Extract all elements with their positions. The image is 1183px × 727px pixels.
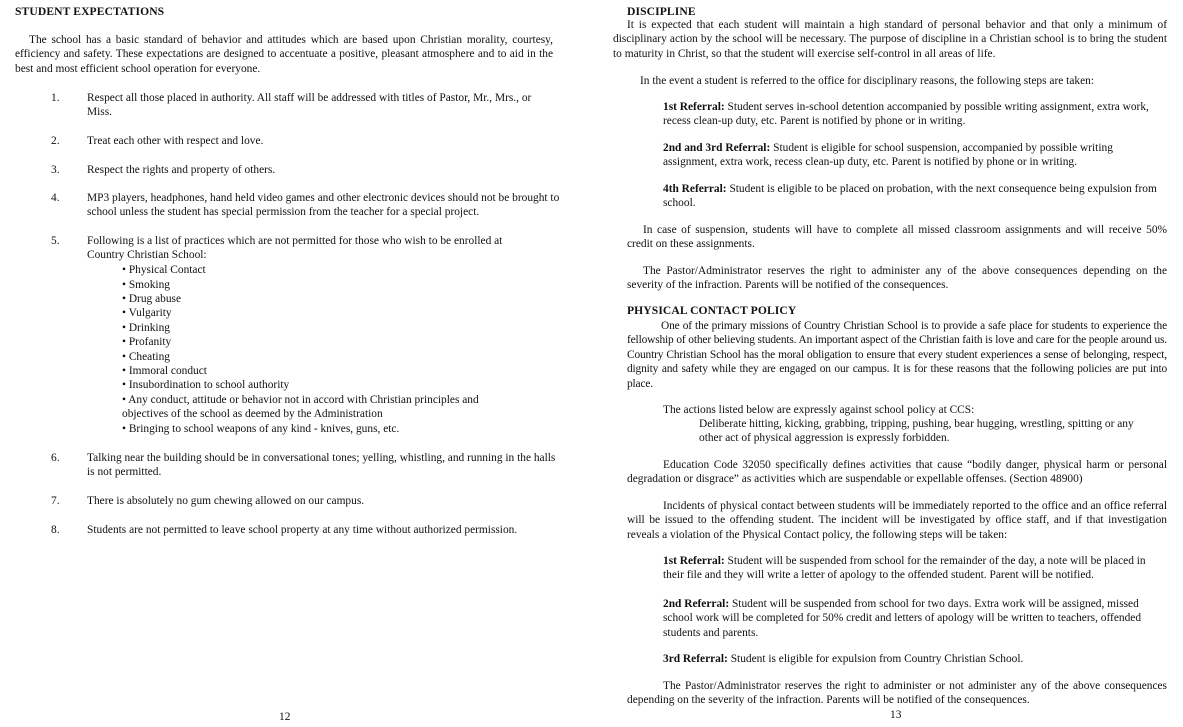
incidents-text: Incidents of physical contact between students will be immediately reported to the office and an office referral will be issued to the offending student. The incident will be investigated by office staff, and if that investigation reveals a violation of the Physical Contact policy, the following steps will be taken: [627, 500, 1167, 541]
education-code-text: Education Code 32050 specifically defines activities that cause “bodily danger, physical harm or personal degradation or disgrace” as activities which are suspendable or expellable offenses. (Section 48900) [627, 459, 1167, 486]
discipline-heading: DISCIPLINE [627, 5, 696, 18]
referral-item [663, 652, 1167, 666]
suspension-text: In case of suspension, students will have to complete all missed classroom assignments and will receive 50% credit on these assignments. [627, 224, 1167, 251]
discipline-intro: It is expected that each student will maintain a high standard of personal behavior and that only a minimum of disciplinary action by the school will be necessary. The purpose of discipline in a Christian school is to bring the student to maturity in Christ, so that the student will exercise self-control in all areas of life. [613, 19, 1167, 60]
referral-text: Student is eligible for school suspension, accompanied by possible writing assignment, extra work, recess clean-up duty, etc. Parent is notified by phone or in writing. [663, 142, 1113, 169]
item-number: 7. [51, 495, 60, 507]
item-number: 8. [51, 524, 60, 536]
bullet-item: • Vulgarity [122, 307, 172, 319]
actions-list: Deliberate hitting, kicking, grabbing, tripping, pushing, bear hugging, wrestling, spitting or any other act of physical aggression is expressly forbidden. [699, 418, 1134, 445]
page-number: 13 [890, 709, 902, 721]
actions-intro: The actions listed below are expressly against school policy at CCS: [663, 404, 975, 416]
referral-text: Student is eligible for expulsion from Country Christian School. [730, 653, 1024, 665]
referral-label: 2nd and 3rd Referral: [663, 142, 771, 154]
referral-item [663, 597, 1169, 640]
bullet-item: • Insubordination to school authority [122, 379, 290, 391]
referral-item [663, 554, 1161, 583]
item-number: 4. [51, 192, 60, 204]
bullet-item: • Profanity [122, 336, 172, 348]
item-text: Treat each other with respect and love. [87, 135, 264, 147]
item-number: 1. [51, 92, 60, 104]
page-number: 12 [279, 711, 291, 723]
item-text: Respect the rights and property of others. [87, 164, 276, 176]
bullet-item: • Bringing to school weapons of any kind - knives, guns, etc. [122, 423, 400, 435]
student-expectations-intro: The school has a basic standard of behavior and attitudes which are based upon Christian morality, courtesy, efficiency and safety. These expectations are designed to accentuate a positive, pleasant atmosphere and to aid in the best and most efficient school operation for everyone. [15, 34, 553, 75]
bullet-item: • Smoking [122, 279, 170, 291]
item-number: 5. [51, 235, 60, 247]
physical-contact-intro: One of the primary missions of Country Christian School is to provide a safe place for students to experience the fellowship of other believing students. An important aspect of the Christian faith is love and care for the people around us. Country Christian School has the moral obligation to ensure that every student experiences a sense of belonging, respect, dignity and safety while they are engaged on our campus. It is for these reasons that the following policies are put into place. [627, 320, 1167, 390]
item-text: Following is a list of practices which are not permitted for those who wish to be enrolled at Country Christian School: [87, 235, 503, 262]
item-number: 2. [51, 135, 60, 147]
closing-text: The Pastor/Administrator reserves the right to administer or not administer any of the above consequences depending on the severity of the infraction. Parents will be notified of the consequences. [627, 680, 1167, 707]
bullet-item: • Physical Contact [122, 264, 206, 276]
referral-text: Student is eligible to be placed on probation, with the next consequence being expulsion from school. [663, 183, 1157, 210]
referral-label: 3rd Referral: [663, 653, 728, 665]
referral-text: Student serves in-school detention accompanied by possible writing assignment, extra work, recess clean-up duty, etc. Parent is notified by phone or in writing. [663, 101, 1149, 128]
item-text: Students are not permitted to leave school property at any time without authorized permission. [87, 524, 518, 536]
referral-label: 4th Referral: [663, 183, 727, 195]
bullet-item: • Any conduct, attitude or behavior not in accord with Christian principles and objectives of the school as deemed by the Administration [122, 394, 479, 421]
bullet-item: • Drug abuse [122, 293, 182, 305]
referral-item [663, 100, 1167, 129]
referral-text: Student will be suspended from school for the remainder of the day, a note will be placed in their file and they will write a letter of apology to the offended student. Parent will be notified. [663, 555, 1146, 582]
discipline-steps-intro: In the event a student is referred to the office for disciplinary reasons, the following steps are taken: [640, 75, 1094, 87]
referral-item [663, 182, 1173, 211]
referral-label: 1st Referral: [663, 101, 725, 113]
referral-label: 1st Referral: [663, 555, 725, 567]
item-text: Respect all those placed in authority. All staff will be addressed with titles of Pastor, Mr., Mrs., or Miss. [87, 92, 532, 119]
item-number: 3. [51, 164, 60, 176]
bullet-item: • Cheating [122, 351, 170, 363]
item-text: Talking near the building should be in conversational tones; yelling, whistling, and running in the halls is not permitted. [87, 452, 556, 479]
administrator-text: The Pastor/Administrator reserves the right to administer any of the above consequences depending on the severity of the infraction. Parents will be notified of the consequences. [627, 265, 1167, 292]
left-page [0, 0, 575, 727]
referral-label: 2nd Referral: [663, 598, 730, 610]
right-page [596, 0, 1183, 727]
item-text: There is absolutely no gum chewing allowed on our campus. [87, 495, 365, 507]
referral-item [663, 141, 1138, 170]
referral-text: Student will be suspended from school for two days. Extra work will be assigned, missed school work will be completed for 50% credit and letters of apology will be written to teachers, offended students and parents. [663, 598, 1142, 639]
student-expectations-heading: STUDENT EXPECTATIONS [15, 5, 165, 18]
physical-contact-heading: PHYSICAL CONTACT POLICY [627, 304, 797, 317]
bullet-item: • Immoral conduct [122, 365, 207, 377]
item-number: 6. [51, 452, 60, 464]
item-text: MP3 players, headphones, hand held video games and other electronic devices should not be brought to school unless the student has special permission from the teacher for a special project. [87, 192, 560, 219]
bullet-item: • Drinking [122, 322, 170, 334]
